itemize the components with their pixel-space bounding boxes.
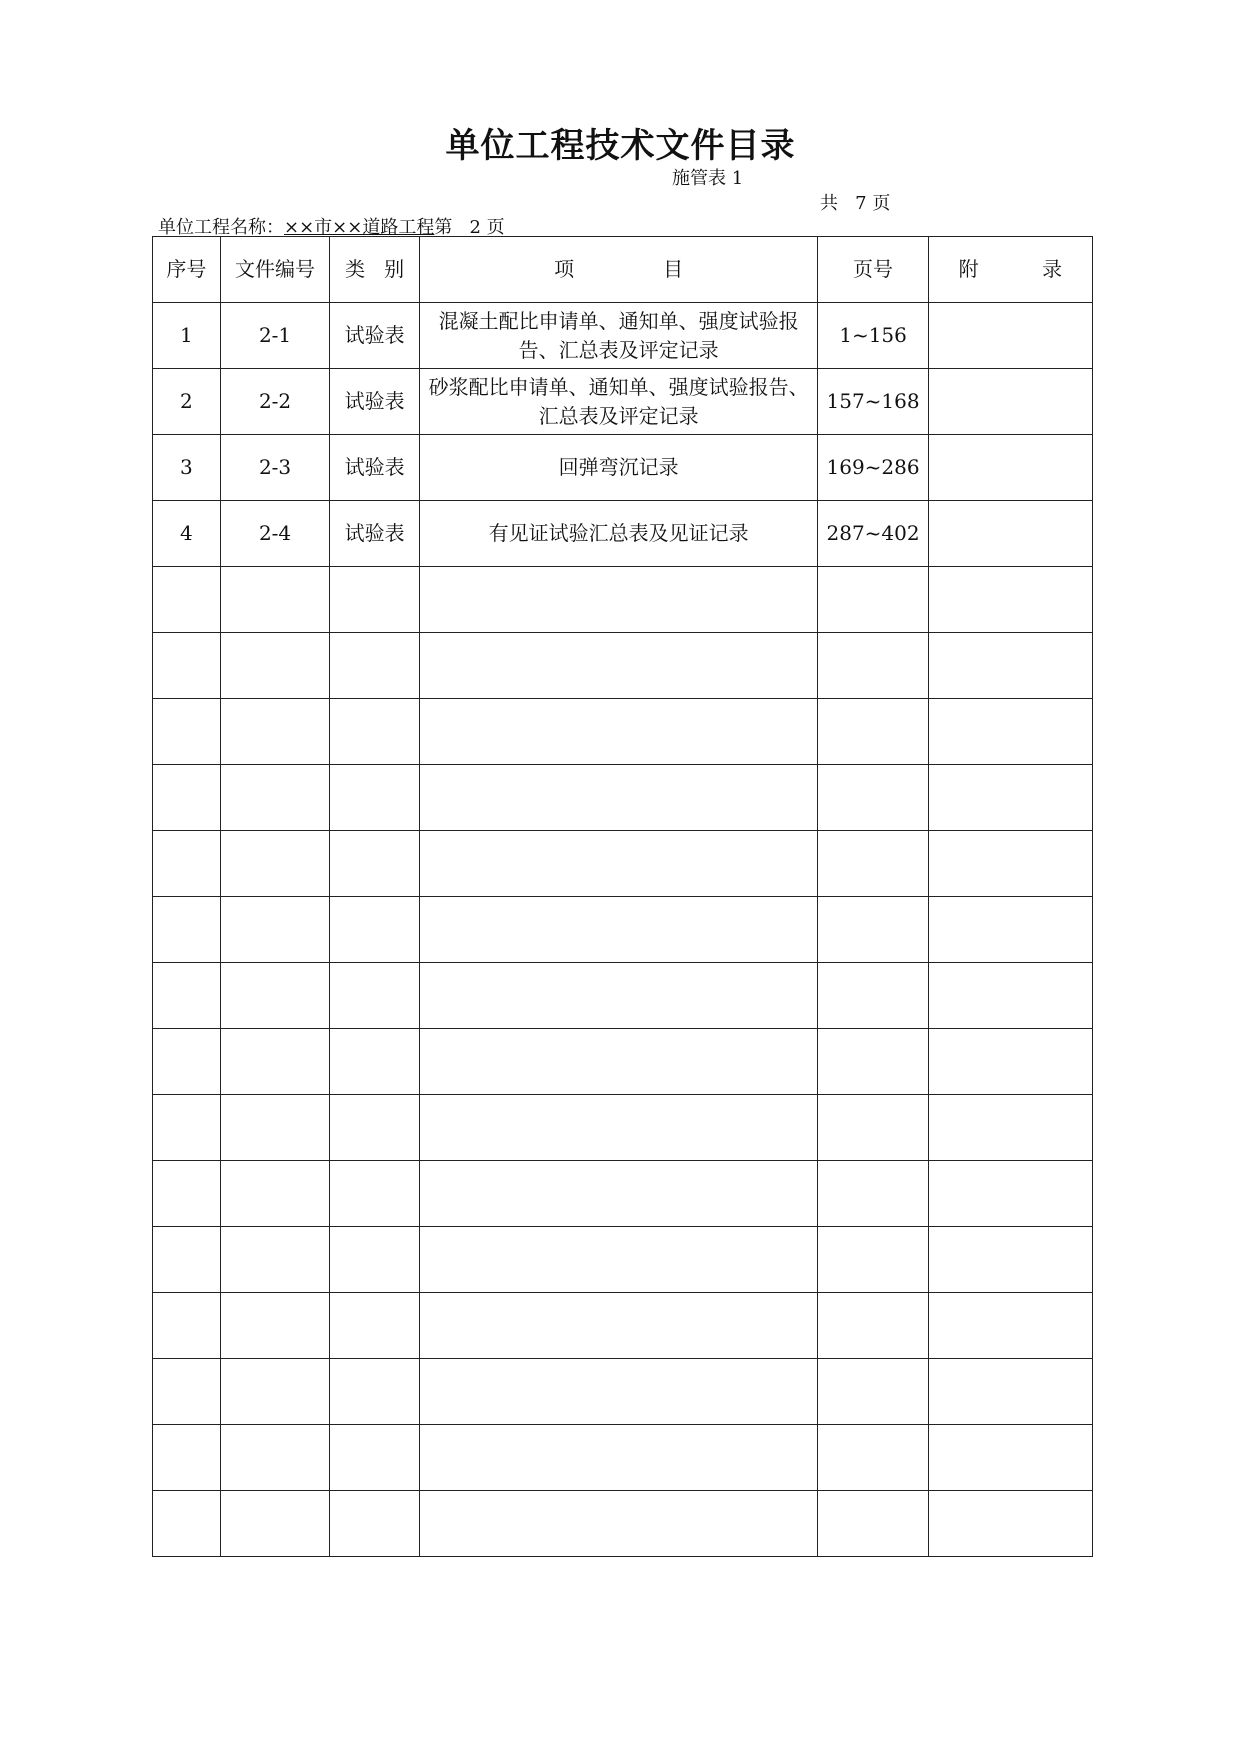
cell-appendix	[928, 1227, 1092, 1293]
cell-seq	[153, 831, 221, 897]
page-number: 第 2 页	[434, 217, 505, 238]
cell-page	[818, 1425, 929, 1491]
cell-item	[419, 963, 817, 1029]
cell-item: 砂浆配比申请单、通知单、强度试验报告、汇总表及评定记录	[419, 369, 817, 435]
cell-category	[330, 897, 420, 963]
header-category: 类 别	[330, 237, 420, 303]
cell-appendix	[928, 567, 1092, 633]
header-seq: 序号	[153, 237, 221, 303]
header-file-no: 文件编号	[220, 237, 329, 303]
cell-seq	[153, 699, 221, 765]
total-pages: 共 7 页	[820, 193, 891, 214]
table-row-empty	[153, 1095, 1093, 1161]
cell-seq	[153, 633, 221, 699]
cell-seq	[153, 1293, 221, 1359]
cell-item	[419, 765, 817, 831]
table-row	[153, 369, 1093, 435]
cell-seq	[153, 1161, 221, 1227]
cell-item	[419, 1161, 817, 1227]
table-row-empty	[153, 1425, 1093, 1491]
cell-file-no	[220, 765, 329, 831]
cell-page	[818, 1359, 929, 1425]
header-appendix: 附 录	[928, 237, 1092, 303]
cell-appendix	[928, 1359, 1092, 1425]
cell-category: 试验表	[330, 303, 420, 369]
cell-appendix	[928, 963, 1092, 1029]
cell-page	[818, 1491, 929, 1557]
project-label: 单位工程名称：	[158, 217, 284, 238]
cell-file-no	[220, 1029, 329, 1095]
cell-seq	[153, 897, 221, 963]
cell-seq	[153, 1359, 221, 1425]
cell-appendix	[928, 1029, 1092, 1095]
cell-appendix	[928, 633, 1092, 699]
cell-category	[330, 963, 420, 1029]
cell-file-no: 2-4	[220, 501, 329, 567]
header-page: 页号	[818, 237, 929, 303]
cell-item	[419, 1359, 817, 1425]
cell-category	[330, 1227, 420, 1293]
cell-appendix	[928, 1425, 1092, 1491]
cell-file-no	[220, 831, 329, 897]
cell-file-no	[220, 963, 329, 1029]
cell-seq: 1	[153, 303, 221, 369]
cell-appendix	[928, 1293, 1092, 1359]
table-row-empty	[153, 1293, 1093, 1359]
cell-category	[330, 765, 420, 831]
table-row	[153, 303, 1093, 369]
cell-item	[419, 567, 817, 633]
cell-file-no	[220, 1095, 329, 1161]
catalog-table	[152, 236, 1093, 1557]
cell-item	[419, 897, 817, 963]
cell-item: 混凝土配比申请单、通知单、强度试验报告、汇总表及评定记录	[419, 303, 817, 369]
project-name: ××市××道路工程	[284, 217, 435, 238]
table-body	[153, 303, 1093, 1557]
cell-page: 287~402	[818, 501, 929, 567]
cell-page	[818, 1293, 929, 1359]
cell-seq: 3	[153, 435, 221, 501]
cell-page	[818, 699, 929, 765]
table-row-empty	[153, 1227, 1093, 1293]
table-row-empty	[153, 1491, 1093, 1557]
cell-appendix	[928, 897, 1092, 963]
table-row-empty	[153, 699, 1093, 765]
cell-seq	[153, 963, 221, 1029]
cell-page	[818, 1227, 929, 1293]
cell-appendix	[928, 1095, 1092, 1161]
cell-category	[330, 1029, 420, 1095]
cell-page	[818, 633, 929, 699]
cell-page	[818, 831, 929, 897]
cell-category	[330, 1161, 420, 1227]
cell-category	[330, 1491, 420, 1557]
cell-file-no	[220, 1227, 329, 1293]
cell-page	[818, 567, 929, 633]
cell-category	[330, 1095, 420, 1161]
cell-file-no	[220, 897, 329, 963]
cell-file-no	[220, 633, 329, 699]
cell-category	[330, 699, 420, 765]
cell-page	[818, 1161, 929, 1227]
table-row-empty	[153, 1161, 1093, 1227]
table-header-row	[153, 237, 1093, 303]
table-row-empty	[153, 897, 1093, 963]
cell-seq	[153, 567, 221, 633]
cell-file-no	[220, 1293, 329, 1359]
cell-seq: 2	[153, 369, 221, 435]
document-title: 单位工程技术文件目录	[445, 126, 796, 166]
cell-page: 169~286	[818, 435, 929, 501]
cell-appendix	[928, 831, 1092, 897]
cell-item	[419, 1293, 817, 1359]
form-number: 施管表 1	[672, 168, 744, 189]
cell-item	[419, 699, 817, 765]
cell-page: 157~168	[818, 369, 929, 435]
cell-seq	[153, 1227, 221, 1293]
cell-item	[419, 1095, 817, 1161]
table-row-empty	[153, 831, 1093, 897]
cell-appendix	[928, 1161, 1092, 1227]
cell-file-no	[220, 1491, 329, 1557]
cell-appendix	[928, 765, 1092, 831]
cell-item	[419, 633, 817, 699]
cell-item	[419, 1491, 817, 1557]
cell-file-no: 2-1	[220, 303, 329, 369]
cell-file-no: 2-3	[220, 435, 329, 501]
cell-page	[818, 897, 929, 963]
table-row-empty	[153, 963, 1093, 1029]
cell-appendix	[928, 303, 1092, 369]
table-row-empty	[153, 1359, 1093, 1425]
cell-file-no: 2-2	[220, 369, 329, 435]
cell-file-no	[220, 1161, 329, 1227]
cell-seq	[153, 1425, 221, 1491]
cell-seq	[153, 765, 221, 831]
cell-page	[818, 1095, 929, 1161]
cell-seq	[153, 1491, 221, 1557]
table-row	[153, 501, 1093, 567]
cell-appendix	[928, 435, 1092, 501]
cell-category	[330, 1359, 420, 1425]
cell-item	[419, 1029, 817, 1095]
cell-appendix	[928, 369, 1092, 435]
cell-file-no	[220, 567, 329, 633]
cell-item: 有见证试验汇总表及见证记录	[419, 501, 817, 567]
cell-page	[818, 765, 929, 831]
cell-appendix	[928, 501, 1092, 567]
cell-file-no	[220, 1359, 329, 1425]
cell-seq	[153, 1029, 221, 1095]
cell-category	[330, 567, 420, 633]
cell-seq: 4	[153, 501, 221, 567]
table-row-empty	[153, 567, 1093, 633]
cell-page	[818, 963, 929, 1029]
cell-page: 1~156	[818, 303, 929, 369]
table-row-empty	[153, 765, 1093, 831]
cell-category: 试验表	[330, 501, 420, 567]
cell-category	[330, 1425, 420, 1491]
cell-file-no	[220, 699, 329, 765]
cell-page	[818, 1029, 929, 1095]
cell-seq	[153, 1095, 221, 1161]
table-row-empty	[153, 1029, 1093, 1095]
table-row-empty	[153, 633, 1093, 699]
cell-file-no	[220, 1425, 329, 1491]
cell-category	[330, 831, 420, 897]
cell-category	[330, 1293, 420, 1359]
table-row	[153, 435, 1093, 501]
header-item: 项 目	[419, 237, 817, 303]
cell-category	[330, 633, 420, 699]
cell-item	[419, 1227, 817, 1293]
cell-item	[419, 1425, 817, 1491]
cell-category: 试验表	[330, 369, 420, 435]
cell-appendix	[928, 1491, 1092, 1557]
cell-item: 回弹弯沉记录	[419, 435, 817, 501]
cell-category: 试验表	[330, 435, 420, 501]
cell-item	[419, 831, 817, 897]
cell-appendix	[928, 699, 1092, 765]
